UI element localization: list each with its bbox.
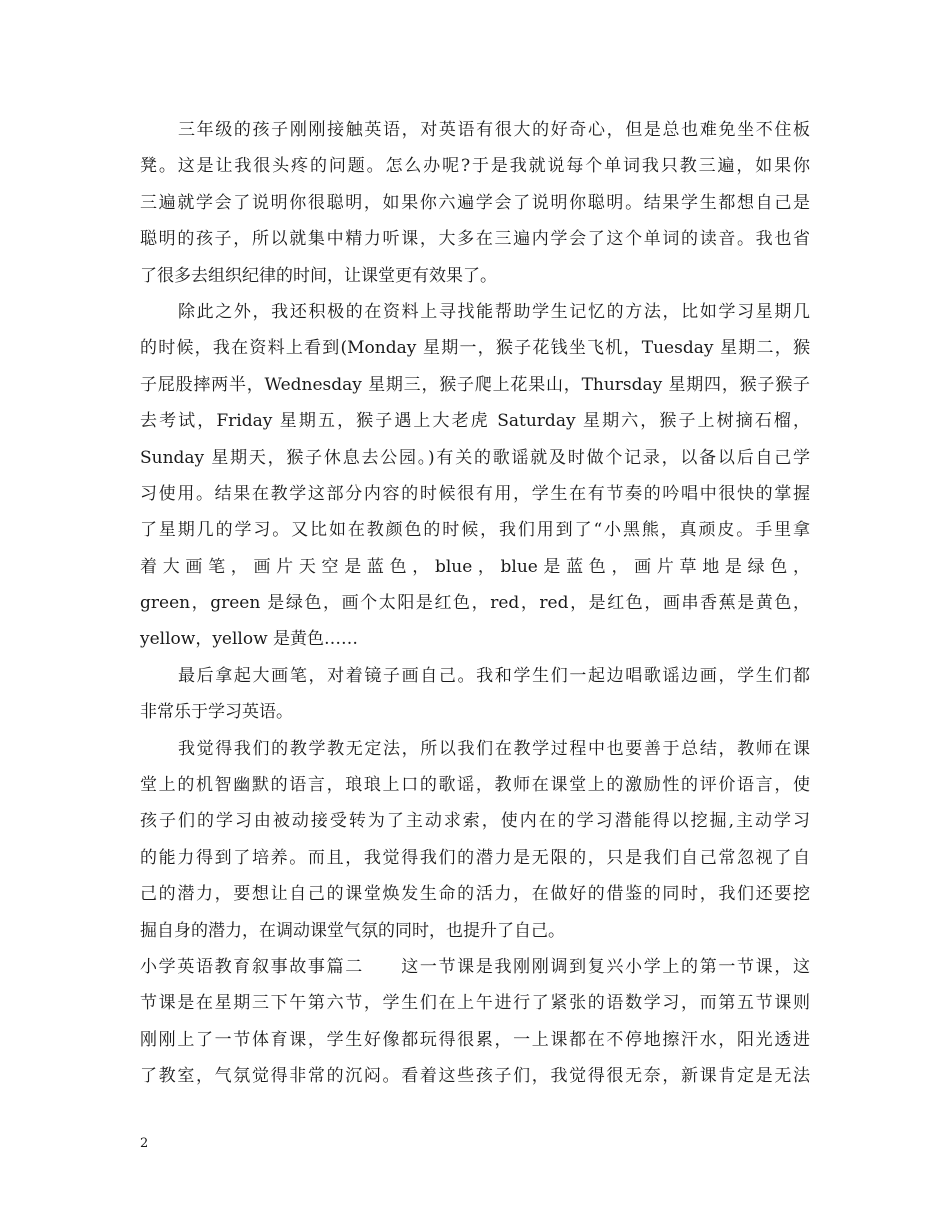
text-line: 己的潜力，要想让自己的课堂焕发生命的活力，在做好的借鉴的同时，我们还要挖 (140, 884, 810, 905)
text-line: yellow，yellow 是黄色…… (140, 629, 359, 650)
text-line: 去考试，Friday 星期五，猴子遇上大老虎 Saturday 星期六，猴子上树摘石榴， (140, 411, 810, 432)
text-line: 堂上的机智幽默的语言，琅琅上口的歌谣，教师在课堂上的激励性的评价语言，使 (140, 775, 810, 796)
text-line: 了教室，气氛觉得非常的沉闷。看着这些孩子们，我觉得很无奈，新课肯定是无法 (140, 1066, 810, 1087)
text-line: 我觉得我们的教学教无定法，所以我们在教学过程中也要善于总结，教师在课 (178, 738, 810, 759)
text-line: 了很多去组织纪律的时间，让课堂更有效果了。 (140, 265, 497, 286)
document-body (140, 112, 810, 1095)
text-line: 三遍就学会了说明你很聪明，如果你六遍学会了说明你聪明。结果学生都想自己是 (140, 192, 810, 213)
text-line: 子屁股摔两半，Wednesday 星期三，猴子爬上花果山，Thursday 星期四，猴子猴子 (140, 374, 810, 395)
text-line: 节课是在星期三下午第六节，学生们在上午进行了紧张的语数学习，而第五节课则 (140, 993, 810, 1014)
text-line: 习使用。结果在教学这部分内容的时候很有用，学生在有节奏的吟唱中很快的掌握 (140, 483, 810, 504)
text-line: 的时候，我在资料上看到(Monday 星期一，猴子花钱坐飞机，Tuesday 星期二，猴 (140, 338, 810, 359)
text-line: 的能力得到了培养。而且，我觉得我们的潜力是无限的，只是我们自己常忽视了自 (140, 847, 810, 868)
text-line: Sunday 星期天，猴子休息去公园。)有关的歌谣就及时做个记录，以备以后自己学 (140, 447, 810, 468)
text-line: 凳。这是让我很头疼的问题。怎么办呢?于是我就说每个单词我只教三遍，如果你 (140, 156, 810, 177)
text-line: 三年级的孩子刚刚接触英语，对英语有很大的好奇心，但是总也难免坐不住板 (178, 120, 810, 140)
text-line: 除此之外，我还积极的在资料上寻找能帮助学生记忆的方法，比如学习星期几 (178, 301, 810, 322)
text-line: 聪明的孩子，所以就集中精力听课，大多在三遍内学会了这个单词的读音。我也省 (140, 229, 810, 250)
text-line: 小学英语教育叙事故事篇二 这一节课是我刚刚调到复兴小学上的第一节课，这 (140, 956, 810, 977)
text-line: 刚刚上了一节体育课，学生好像都玩得很累，一上课都在不停地擦汗水，阳光透进 (140, 1029, 810, 1050)
text-line: 了星期几的学习。又比如在教颜色的时候，我们用到了“小黑熊，真顽皮。手里拿 (140, 520, 810, 541)
text-line: 着 大 画 笔 ， 画 片 天 空 是 蓝 色 ， blue ， blue 是 蓝 色 ， 画 片 草 地 是 绿 色 ， (140, 556, 810, 577)
text-line: 掘自身的潜力，在调动课堂气氛的同时，也提升了自己。 (140, 920, 565, 941)
text-line: 孩子们的学习由被动接受转为了主动求索，使内在的学习潜能得以挖掘,主动学习 (140, 811, 810, 832)
text-line: green，green 是绿色，画个太阳是红色，red，red，是红色，画串香蕉是黄色， (140, 593, 810, 614)
text-line: 最后拿起大画笔，对着镜子画自己。我和学生们一起边唱歌谣边画，学生们都 (178, 665, 810, 686)
page-number: 2 (140, 1136, 149, 1151)
text-line: 非常乐于学习英语。 (140, 702, 293, 723)
